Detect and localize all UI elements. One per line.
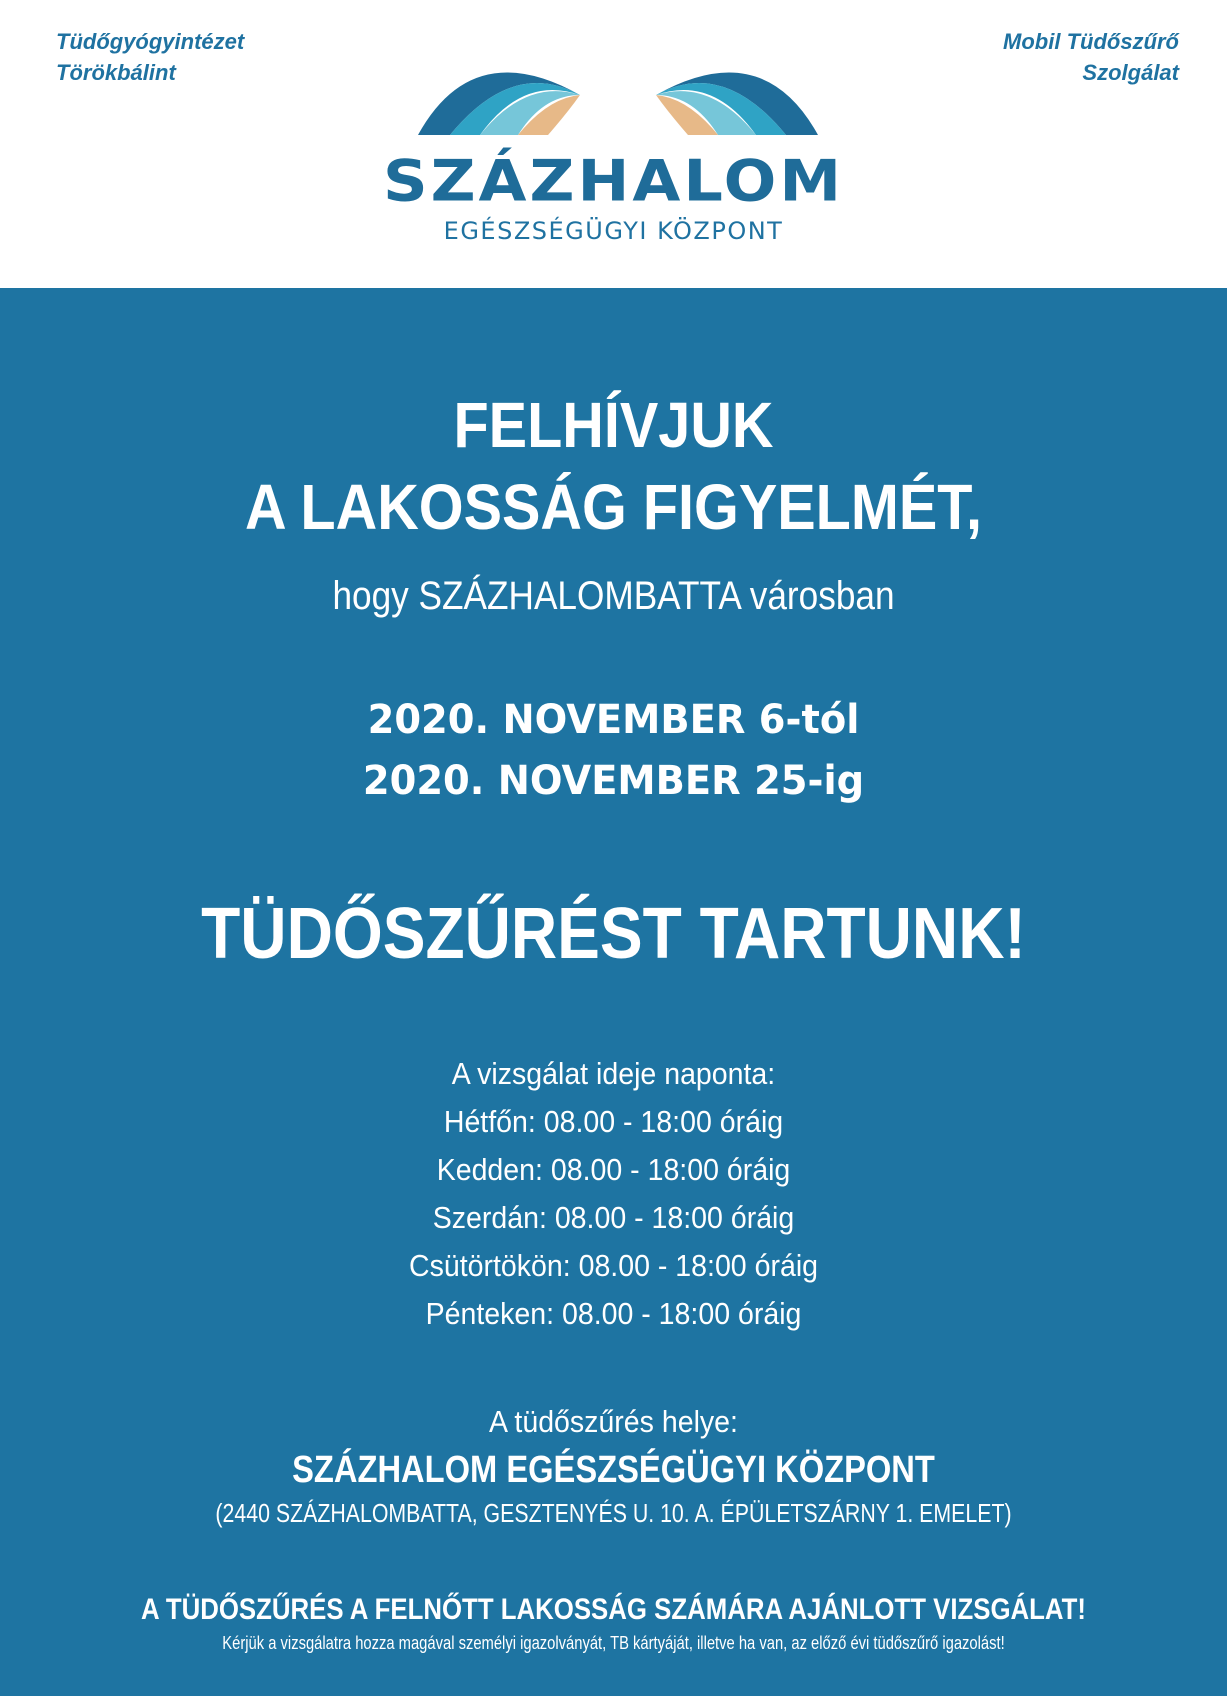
location-address: (2440 SZÁZHALOMBATTA, GESZTENYÉS U. 10. A. ÉPÜLETSZÁRNY 1. EMELET) bbox=[215, 1498, 1012, 1528]
institute-line-1: Tüdőgyógyintézet bbox=[56, 29, 245, 54]
schedule-day: Pénteken: 08.00 - 18:00 óráig bbox=[425, 1296, 802, 1331]
logo-wordmark: SZÁZHALOM bbox=[382, 146, 845, 215]
institute-label bbox=[56, 26, 244, 88]
location-name: SZÁZHALOM EGÉSZSÉGÜGYI KÖZPONT bbox=[292, 1449, 935, 1491]
service-line-2: Szolgálat bbox=[1082, 60, 1179, 85]
logo-hills-icon bbox=[418, 40, 818, 140]
schedule-title: A vizsgálat ideje naponta: bbox=[451, 1056, 776, 1091]
institute-line-2: Törökbálint bbox=[56, 60, 176, 85]
date-to: 2020. NOVEMBER 25-ig bbox=[362, 758, 865, 804]
schedule-day: Kedden: 08.00 - 18:00 óráig bbox=[436, 1152, 791, 1187]
service-label bbox=[1003, 26, 1179, 88]
announcement: TÜDŐSZŰRÉST TARTUNK! bbox=[201, 894, 1026, 974]
headline-line-1: FELHÍVJUK bbox=[453, 389, 774, 461]
recommendation: A TÜDŐSZŰRÉS A FELNŐTT LAKOSSÁG SZÁMÁRA AJÁNLOTT VIZSGÁLAT! bbox=[140, 1593, 1087, 1626]
service-line-1: Mobil Tüdőszűrő bbox=[1003, 29, 1179, 54]
headline-subline: hogy SZÁZHALOMBATTA városban bbox=[332, 574, 895, 618]
header bbox=[0, 0, 1227, 288]
schedule-day: Hétfőn: 08.00 - 18:00 óráig bbox=[443, 1104, 784, 1139]
documents-note: Kérjük a vizsgálatra hozza magával személyi igazolványát, TB kártyáját, illetve ha van, az előző évi tüdőszűrő igazolást! bbox=[222, 1633, 1005, 1653]
headline-line-2: A LAKOSSÁG FIGYELMÉT, bbox=[244, 471, 983, 543]
schedule-day: Csütörtökön: 08.00 - 18:00 óráig bbox=[408, 1248, 819, 1283]
date-from: 2020. NOVEMBER 6-tól bbox=[367, 697, 860, 743]
logo-subtitle: EGÉSZSÉGÜGYI KÖZPONT bbox=[443, 217, 784, 245]
schedule-day: Szerdán: 08.00 - 18:00 óráig bbox=[432, 1200, 795, 1235]
location-label: A tüdőszűrés helye: bbox=[489, 1404, 738, 1439]
notice-panel bbox=[0, 288, 1227, 1696]
